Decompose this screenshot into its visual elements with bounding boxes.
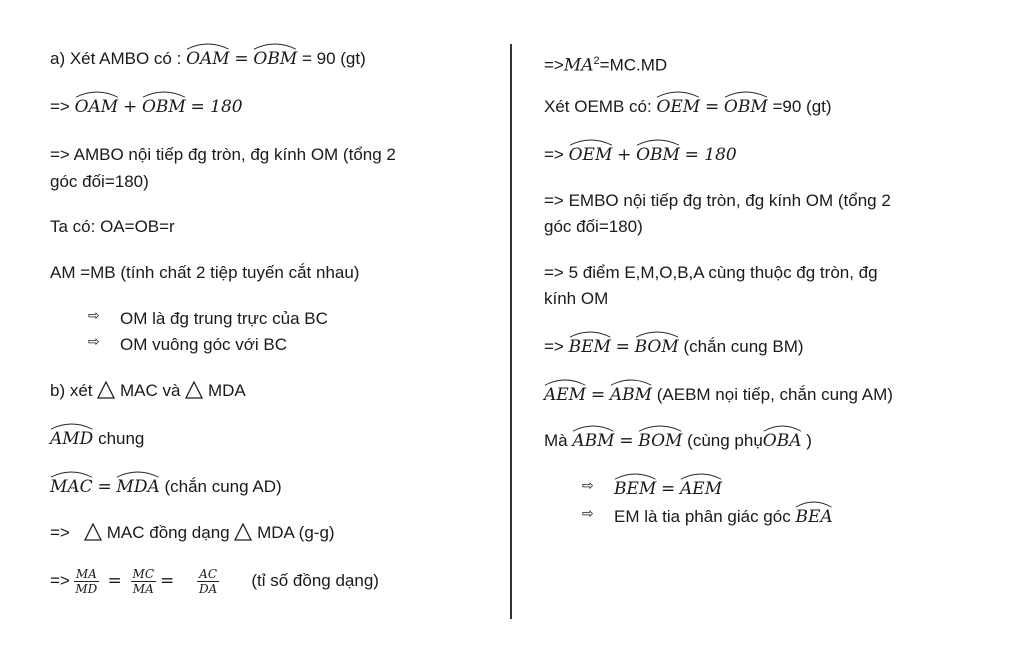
- eq: =: [704, 97, 720, 117]
- triangle-icon: [97, 381, 115, 399]
- text: (chắn cung BM): [683, 337, 804, 356]
- angle-oem: OEM: [656, 96, 700, 118]
- eq: =: [97, 477, 112, 497]
- eq: =: [615, 337, 630, 357]
- text: =>: [544, 55, 564, 75]
- line-r1: [544, 50, 667, 77]
- line-a5: AM =MB (tính chất 2 tiệp tuyến cắt nhau): [50, 263, 360, 282]
- triangle-icon: [234, 523, 252, 541]
- arrow-icon: ⇨: [88, 334, 100, 350]
- text: a) Xét AMBO có :: [50, 49, 182, 68]
- text: (chắn cung AD): [164, 477, 282, 496]
- line-r5a: => 5 điểm E,M,O,B,A cùng thuộc đg tròn, đg: [544, 263, 878, 282]
- text: Xét OEMB có:: [544, 97, 652, 116]
- line-a1: [50, 48, 366, 70]
- line-r4b: góc đối=180): [544, 217, 643, 236]
- text: MAC đồng dạng: [106, 523, 230, 542]
- eq: =: [160, 571, 175, 591]
- triangle-icon: [185, 381, 203, 399]
- angle-bom: BOM: [638, 430, 682, 452]
- text: = 180: [684, 145, 737, 165]
- text: (AEBM nọi tiếp, chắn cung AM): [656, 385, 893, 404]
- text: (tỉ số đồng dạng): [251, 571, 379, 590]
- plus: +: [122, 97, 138, 117]
- eq: =: [590, 385, 606, 405]
- text: MA: [563, 55, 594, 76]
- fraction-mc-ma: $\frac{MC}{MA}$: [132, 567, 154, 597]
- text: MAC và: [120, 381, 181, 400]
- superscript: 2: [593, 55, 600, 67]
- text: =>: [50, 571, 70, 590]
- eq: =: [661, 479, 676, 499]
- text: =>: [50, 523, 70, 542]
- text: =MC.MD: [599, 55, 668, 75]
- line-b2: [50, 428, 144, 450]
- line-a3b: góc đối=180): [50, 172, 149, 191]
- text: =90 (gt): [772, 97, 832, 116]
- line-r2: [544, 96, 832, 118]
- angle-abm: ABM: [572, 430, 614, 452]
- line-r9: [614, 478, 722, 500]
- text: ): [806, 431, 812, 450]
- line-r3: [544, 144, 737, 166]
- angle-bem: BEM: [614, 478, 656, 500]
- angle-mda: MDA: [116, 476, 159, 498]
- angle-obm: OBM: [636, 144, 680, 166]
- eq: =: [619, 431, 634, 451]
- plus: +: [617, 145, 632, 165]
- eq: =: [107, 571, 122, 591]
- arrow-icon: ⇨: [582, 506, 594, 522]
- line-a3a: => AMBO nội tiếp đg tròn, đg kính OM (tổng 2: [50, 145, 396, 164]
- angle-obm: OBM: [253, 48, 297, 70]
- angle-obm: OBM: [142, 96, 186, 118]
- angle-bem: BEM: [569, 336, 611, 358]
- text: = 180: [190, 97, 243, 117]
- angle-bom: BOM: [635, 336, 679, 358]
- eq: =: [234, 49, 249, 69]
- angle-obm: OBM: [724, 96, 768, 118]
- angle-abm: ABM: [610, 384, 652, 406]
- text: EM là tia phân giác góc: [614, 507, 791, 526]
- angle-amd: AMD: [50, 428, 93, 450]
- column-divider: [510, 44, 512, 619]
- fraction-ac-da: $\frac{AC}{DA}$: [198, 567, 218, 597]
- angle-oba: OBA: [763, 430, 802, 452]
- angle-aem: AEM: [544, 384, 586, 406]
- triangle-icon: [84, 523, 102, 541]
- text: MDA (g-g): [257, 523, 335, 542]
- angle-bea: BEA: [795, 506, 832, 528]
- angle-oem: OEM: [569, 144, 613, 166]
- angle-oam: OAM: [75, 96, 119, 118]
- line-r7: [544, 384, 893, 406]
- line-r6: [544, 336, 804, 358]
- line-r10: [614, 506, 833, 528]
- fraction-ma-md: $\frac{MA}{MD}$: [75, 567, 98, 597]
- text: =>: [544, 337, 564, 356]
- arrow-icon: ⇨: [88, 308, 100, 324]
- line-b4: [50, 522, 335, 544]
- angle-aem: AEM: [680, 478, 722, 500]
- line-b1: [50, 380, 246, 402]
- text: (cùng phụ: [687, 431, 763, 450]
- line-a2: [50, 96, 243, 118]
- angle-oam: OAM: [186, 48, 230, 70]
- text: =>: [50, 97, 70, 116]
- line-a6: OM là đg trung trực của BC: [120, 309, 328, 328]
- line-b5: [50, 564, 379, 598]
- line-r8: [544, 430, 812, 452]
- line-a4: Ta có: OA=OB=r: [50, 217, 175, 236]
- text: chung: [98, 429, 145, 448]
- line-b3: [50, 476, 282, 498]
- arrow-icon: ⇨: [582, 478, 594, 494]
- angle-mac: MAC: [50, 476, 93, 498]
- line-r4a: => EMBO nội tiếp đg tròn, đg kính OM (tổng 2: [544, 191, 891, 210]
- line-r5b: kính OM: [544, 289, 609, 308]
- text: MDA: [207, 381, 246, 400]
- text: Mà: [544, 431, 568, 450]
- text: = 90 (gt): [301, 49, 366, 68]
- text: =>: [544, 145, 564, 164]
- text: b) xét: [50, 381, 93, 400]
- line-a7: OM vuông góc với BC: [120, 335, 288, 354]
